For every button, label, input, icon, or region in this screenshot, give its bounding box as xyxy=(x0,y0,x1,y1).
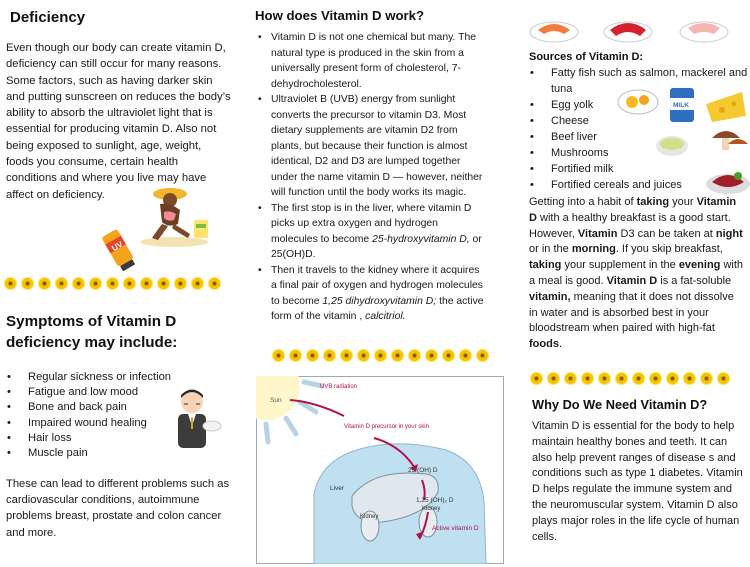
list-item: • Ultraviolet B (UVB) energy from sunlight converts the precursor to vitamin D3. Most dietary supplements are vitamin D2 from plants, but because their function is almost identical, D2 and D3 are lumped together under the name vitamin D — however, neither will function until the body works its magic. xyxy=(257,92,487,201)
deficiency-column xyxy=(0,0,236,567)
list-item: • Then it travels to the kidney where it acquires a final pair of oxygen and hydrogen molecules to become 1,25 dihydroxyvitamin D; the active form of the vitamin , calcitriol. xyxy=(257,263,487,325)
symptoms-footer-text: These can lead to different problems such as cardiovascular conditions, autoimmune problems breast, prostate and colon cancer and more. xyxy=(6,478,230,539)
uvb-label: UVB radiation xyxy=(320,384,358,390)
how-heading: How does Vitamin D work? xyxy=(255,8,425,23)
125ohd-label: 1,25 (OH)₂ D xyxy=(416,497,454,504)
how-it-works-column xyxy=(240,0,512,567)
list-item: • Vitamin D is not one chemical but many. The natural type is produced in the skin from a universally present form of cholesterol, 7-dehydrocholesterol. xyxy=(257,30,487,92)
list-item: • Impaired wound healing xyxy=(6,416,181,431)
flower-divider xyxy=(4,277,221,290)
list-item: • Mushrooms xyxy=(529,145,750,161)
list-item: • Cheese xyxy=(529,113,750,129)
food-sources-illustration xyxy=(616,82,750,200)
vitamin-d-process-diagram xyxy=(256,376,504,564)
precursor-label: Vitamin D precursor in your skin xyxy=(344,424,429,430)
sources-column xyxy=(518,0,750,567)
why-text: Vitamin D is essential for the body to help maintain healthy bones and teeth. It can also help prevent ranges of disease s and conditions such as type 1 diabetes. Vitamin D helps regulate the immune system and the neuromuscular system. Vitamin D also plays major roles in the life cycle of human cells. xyxy=(532,420,743,543)
list-item: • Fortified milk xyxy=(529,161,750,177)
kidney-label-left: Kidney xyxy=(360,514,379,520)
sunscreen-tube-icon xyxy=(100,228,140,272)
list-item: • Egg yolk xyxy=(529,97,609,113)
list-item: • Fatty fish such as salmon, mackerel and tuna xyxy=(529,65,750,97)
kidney-label-right: Kidney xyxy=(422,506,441,512)
deficiency-text: Even though our body can create vitamin D, deficiency can still occur for many reasons. Some factors, such as having darker skin and putting sunscreen on reduces the body’s ability to absorb the ultraviolet light that is essential for producing vitamin D. Also not being exposed to sunlight, age, weight, foods you consume, certain health conditions and where you live may have affect on deficiency. xyxy=(6,42,231,201)
sunscreen-label: UV xyxy=(110,239,125,253)
sun-label: Sun xyxy=(270,397,282,404)
sunbathing-girl-illustration xyxy=(134,184,214,248)
list-item: • Bone and back pain xyxy=(6,400,181,415)
25ohd-label: 25 (OH) D xyxy=(408,467,438,474)
sick-man-illustration xyxy=(170,386,226,452)
flower-divider xyxy=(530,372,730,385)
list-item: • Beef liver xyxy=(529,129,750,145)
flower-divider xyxy=(272,349,489,362)
liver-label: Liver xyxy=(330,485,345,492)
list-item: • Regular sickness or infection xyxy=(6,370,181,385)
list-item: • Fatigue and low mood xyxy=(6,385,181,400)
why-heading: Why Do We Need Vitamin D? xyxy=(532,397,708,412)
list-item: • Fortified cereals and juices xyxy=(529,177,750,193)
deficiency-heading: Deficiency xyxy=(10,9,86,26)
list-item: • Muscle pain xyxy=(6,446,181,461)
fish-dishes-illustration xyxy=(524,8,742,48)
symptoms-heading: Symptoms of Vitamin D deficiency may include: xyxy=(6,313,178,351)
list-item: • The first stop is in the liver, where vitamin D picks up extra oxygen and hydrogen molecules to become 25-hydroxyvitamin D, or 25(OH)D. xyxy=(257,201,487,263)
symptoms-list xyxy=(6,370,181,461)
sources-heading: Sources of Vitamin D: xyxy=(529,51,644,63)
habit-text: Getting into a habit of taking your Vitamin D with a healthy breakfast is a good start. However, Vitamin D3 can be taken at night or in the morning. If you skip breakfast, taking your supplement in the evening with a meal is good. Vitamin D is a fat-soluble vitamin, meaning that it does not dissolve in water and is absorbed best in your bloodstream when paired with high-fat foods. xyxy=(529,196,744,351)
active-vitamin-label: Active vitamin D xyxy=(432,525,479,532)
how-list xyxy=(257,30,487,325)
list-item: • Hair loss xyxy=(6,431,181,446)
milk-carton-label: MILK xyxy=(673,102,689,109)
